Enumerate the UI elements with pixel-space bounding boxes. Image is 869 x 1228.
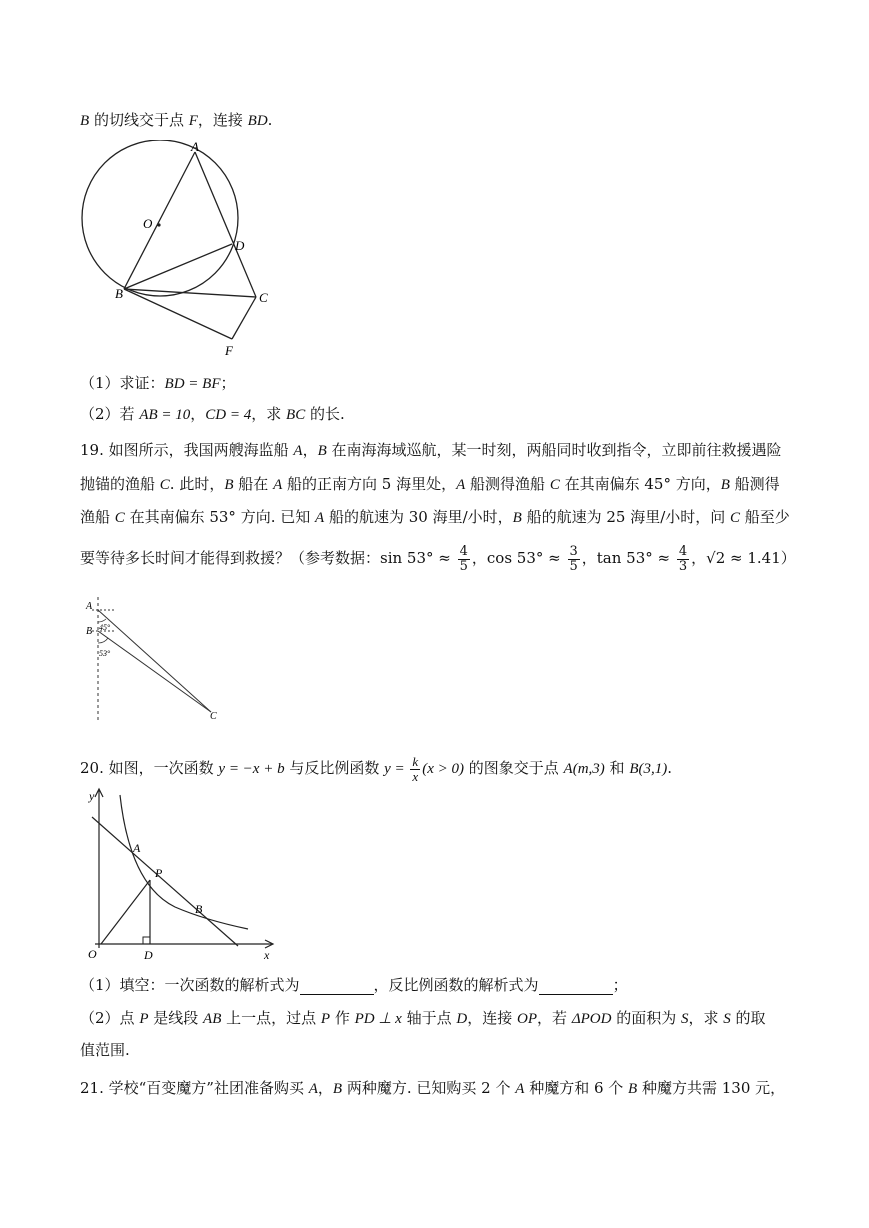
right-angle-mark [143, 937, 150, 944]
text: ，tan 53° ≈ [581, 549, 675, 567]
text: ，√2 ≈ 1.41） [691, 549, 796, 567]
text: ， [190, 405, 206, 423]
math-F: F [188, 113, 198, 129]
math: B [628, 1081, 638, 1097]
answer-blank-1[interactable] [300, 980, 374, 995]
math: BD = BF [164, 376, 221, 392]
math: B [317, 443, 327, 459]
q19-line4 [80, 538, 796, 578]
math: B(3,1) [629, 761, 668, 777]
text: 船测得渔船 [465, 475, 550, 493]
text: （1）求证： [80, 374, 165, 392]
segment-AC [195, 152, 256, 297]
math: A [515, 1081, 525, 1097]
text: 要等待多长时间才能得到救援？（参考数据：sin 53° ≈ [80, 549, 456, 567]
text: 船的正南方向 5 海里处， [282, 475, 457, 493]
text: ，求 [251, 405, 287, 423]
math: C [159, 477, 170, 493]
answer-blank-2[interactable] [539, 980, 613, 995]
label-C: C [259, 290, 268, 305]
q19-ship-figure [80, 595, 240, 725]
text: 上一点，过点 [221, 1009, 321, 1027]
label-x: x [264, 948, 270, 962]
math: C [730, 510, 741, 526]
angle-arc-53 [98, 638, 108, 643]
text: ， [302, 441, 318, 459]
segment-AC [98, 610, 211, 712]
text: 轴于点 [401, 1009, 457, 1027]
math: S [723, 1011, 731, 1027]
math-BD: BD [247, 113, 268, 129]
math: AB = 10 [139, 407, 191, 423]
text: 在南海海域巡航，某一时刻，两船同时收到指令，立即前往救援遇险 [326, 441, 782, 459]
q20-part1 [80, 975, 628, 995]
q18-part2 [80, 404, 345, 425]
math: A(m,3) [563, 761, 605, 777]
math: y = [384, 761, 409, 777]
label-D: D [144, 948, 153, 962]
math: (x > 0) [422, 761, 464, 777]
denominator: 5 [569, 558, 578, 574]
math: AB [203, 1011, 222, 1027]
q20-line1 [80, 748, 672, 789]
q20-part2 [80, 1008, 766, 1029]
text: 值范围. [80, 1041, 130, 1059]
text: 渔船 [80, 508, 115, 526]
text: ，连接 [467, 1009, 518, 1027]
label-A: A [191, 140, 199, 154]
numerator: 4 [459, 543, 468, 559]
label-O: O [88, 947, 97, 961]
math: OP [517, 1011, 538, 1027]
text: ； [612, 976, 628, 994]
math: PD ⊥ x [354, 1011, 402, 1027]
q18-intro [80, 110, 272, 131]
text: 的切线交于点 [89, 111, 189, 129]
text: 在其南偏东 45° 方向， [559, 475, 721, 493]
text: 船的航速为 25 海里/小时，问 [521, 508, 731, 526]
math: y = −x + b [218, 761, 285, 777]
hyperbola-curve [120, 795, 248, 929]
text: 和 [604, 759, 630, 777]
segment-CF [232, 297, 256, 339]
math: A [308, 1081, 318, 1097]
text: 20. 如图，一次函数 [80, 759, 219, 777]
text: 19. 如图所示，我国两艘海监船 [80, 441, 294, 459]
math: BC [286, 407, 306, 423]
text: ，cos 53° ≈ [471, 549, 566, 567]
text: （1）填空：一次函数的解析式为 [80, 976, 300, 994]
numerator: k [412, 753, 419, 769]
denominator: 5 [459, 558, 468, 574]
text: ； [220, 374, 236, 392]
label-y: y [89, 789, 95, 803]
label-53deg: 53° [99, 649, 111, 658]
math: D [456, 1011, 468, 1027]
math: P [139, 1011, 149, 1027]
text: 种魔方共需 130 元， [637, 1079, 786, 1097]
label-A: A [86, 601, 93, 612]
label-B: B [115, 286, 123, 301]
text: 船测得 [729, 475, 780, 493]
math: P [320, 1011, 331, 1027]
text: 种魔方和 6 个 [524, 1079, 629, 1097]
angle-arc-45 [98, 619, 106, 622]
math: C [549, 477, 560, 493]
text: ，连接 [197, 111, 248, 129]
label-C: C [210, 711, 217, 722]
math-B: B [80, 113, 90, 129]
segment-OP [101, 880, 150, 944]
fraction-tan [677, 545, 689, 574]
segment-BF [124, 289, 232, 339]
math: S [681, 1011, 689, 1027]
point-O [157, 223, 160, 226]
text: 的取 [730, 1009, 766, 1027]
math: ΔPOD [571, 1011, 612, 1027]
numerator: 3 [569, 543, 578, 559]
text: 的长. [305, 405, 345, 423]
q18-part1 [80, 373, 236, 394]
math: A [456, 477, 466, 493]
denominator: 3 [678, 558, 688, 574]
text: 作 [330, 1009, 355, 1027]
math: CD = 4 [205, 407, 252, 423]
label-D: D [235, 238, 245, 253]
q20-part2-cont [80, 1040, 130, 1060]
segment-BD [124, 244, 232, 289]
text: 船的航速为 30 海里/小时， [324, 508, 513, 526]
label-O: O [143, 216, 153, 231]
text: 与反比例函数 [284, 759, 385, 777]
q19-line3 [80, 507, 790, 528]
label-B: B [195, 902, 203, 916]
circle [82, 140, 238, 296]
fraction-cos [568, 545, 580, 574]
q20-graph-figure [80, 785, 280, 963]
text: 21. 学校“百变魔方”社团准备购买 [80, 1079, 309, 1097]
label-P: P [155, 866, 163, 880]
math: B [224, 477, 234, 493]
text: 在其南偏东 53° 方向. 已知 [124, 508, 315, 526]
math: B [512, 510, 522, 526]
text: （2）若 [80, 405, 140, 423]
math: A [315, 510, 325, 526]
q19-line2 [80, 474, 780, 495]
math: B [720, 477, 730, 493]
text: ，若 [537, 1009, 572, 1027]
text: ，求 [688, 1009, 724, 1027]
label-F: F [225, 343, 233, 358]
text: . [667, 759, 673, 777]
text: 船至少 [740, 508, 790, 526]
denominator: x [412, 768, 419, 784]
math: B [332, 1081, 343, 1097]
q18-circle-figure [80, 140, 280, 365]
segment-AB [124, 152, 195, 289]
text: 抛锚的渔船 [80, 475, 160, 493]
text: . 此时， [169, 475, 225, 493]
fraction-sin [458, 545, 470, 574]
text: 的面积为 [611, 1009, 681, 1027]
label-45deg: 45° [99, 623, 111, 632]
text: 是线段 [148, 1009, 204, 1027]
q21-line1 [80, 1078, 785, 1099]
fraction-k-over-x [410, 755, 420, 784]
numerator: 4 [678, 543, 688, 559]
text: 船在 [233, 475, 274, 493]
label-A: A [133, 841, 141, 855]
text: ，反比例函数的解析式为 [373, 976, 539, 994]
text: . [267, 111, 273, 129]
text: 两种魔方. 已知购买 2 个 [342, 1079, 516, 1097]
q19-line1 [80, 440, 782, 461]
math: C [114, 510, 125, 526]
text: ， [317, 1079, 333, 1097]
text: 的图象交于点 [463, 759, 564, 777]
segment-BC [98, 631, 211, 712]
text: （2）点 [80, 1009, 140, 1027]
math: A [293, 443, 303, 459]
label-B: B [86, 626, 93, 637]
math: A [273, 477, 283, 493]
